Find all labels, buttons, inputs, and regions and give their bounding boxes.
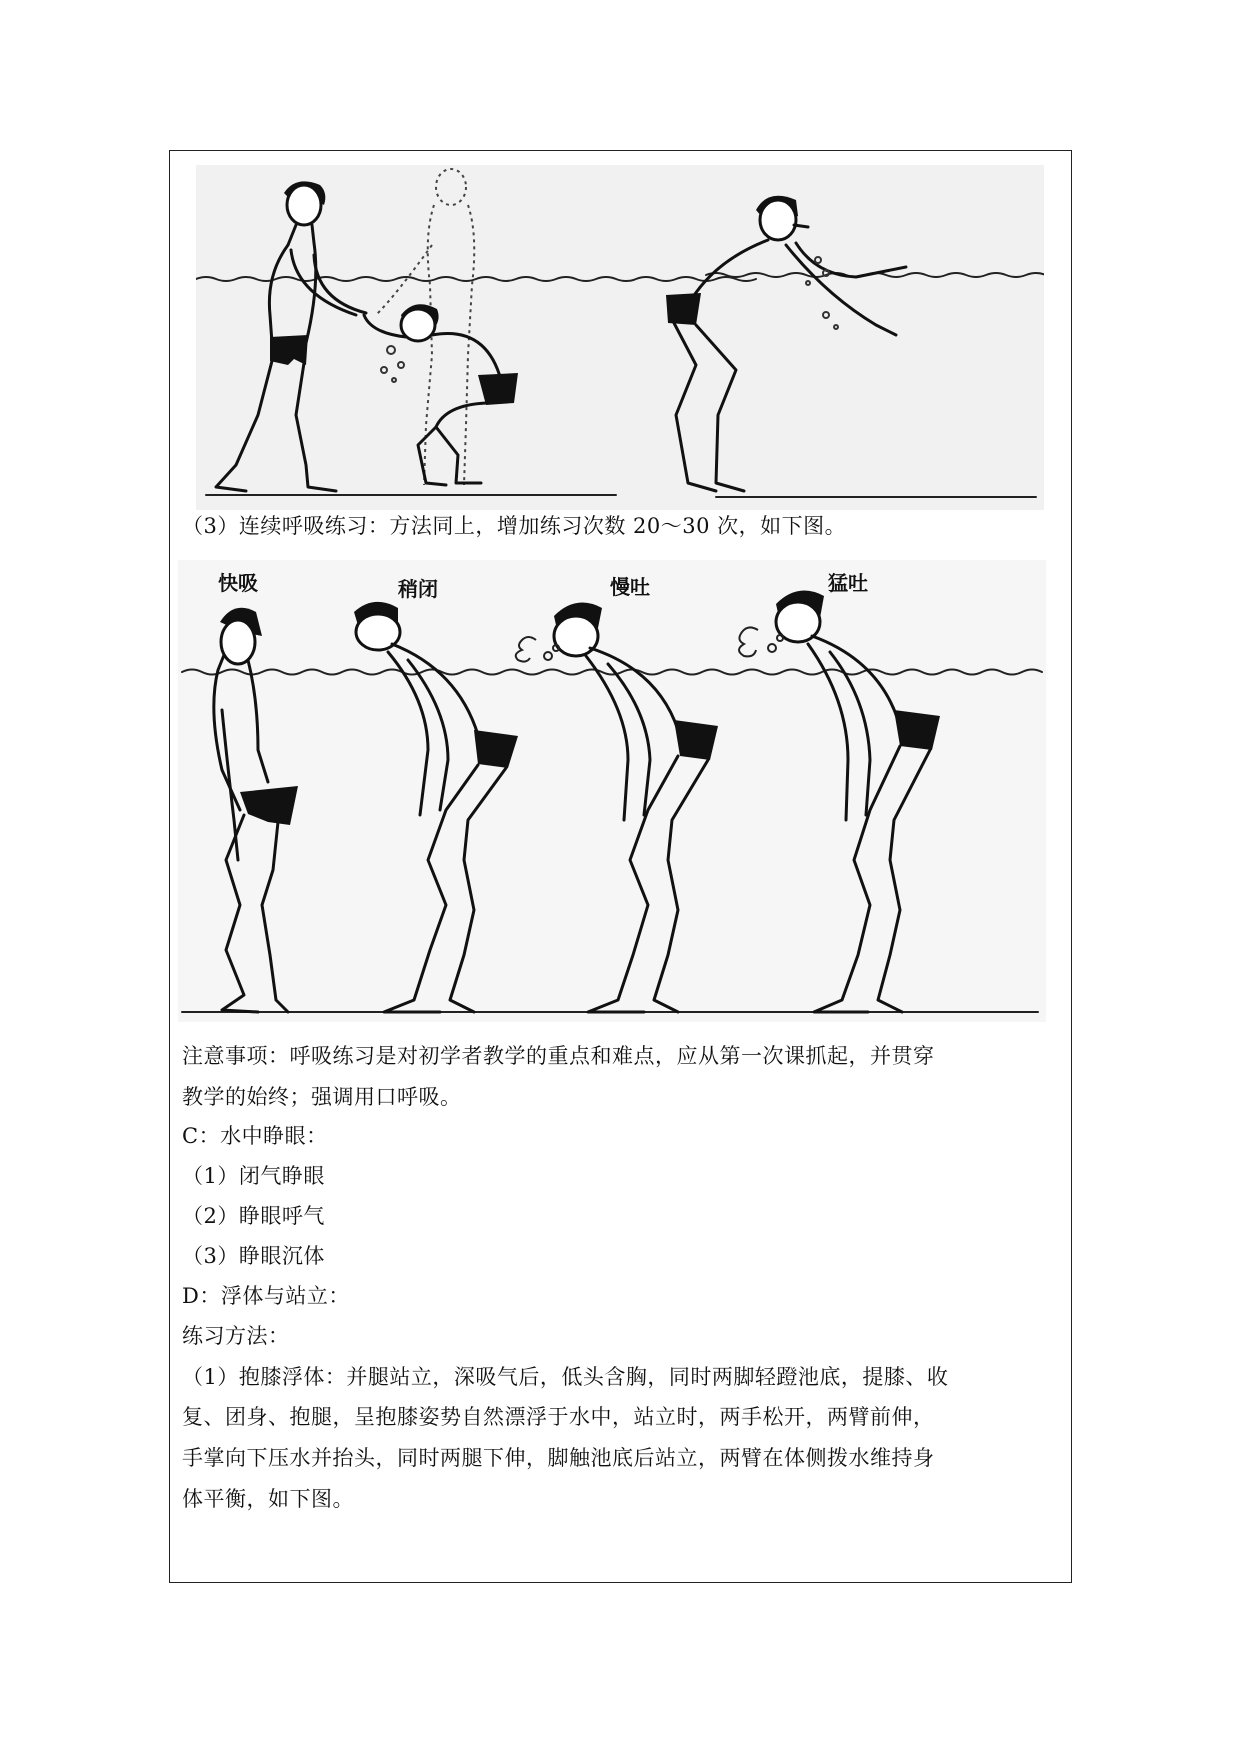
- label-briefly-hold: 稍闭: [398, 577, 438, 601]
- section-d-para-line-3: 手掌向下压水并抬头，同时两腿下伸，脚触池底后站立，两臂在体侧拨水维持身: [182, 1446, 935, 1470]
- label-slow-exhale: 慢吐: [610, 575, 650, 599]
- notes-line-2: 教学的始终；强调用口呼吸。: [182, 1085, 462, 1109]
- figure-breathing-practice: [196, 165, 1044, 510]
- section-d-para-line-1: （1）抱膝浮体：并腿站立，深吸气后，低头含胸，同时两脚轻蹬池底，提膝、收: [182, 1365, 949, 1389]
- section-d-heading: D：浮体与站立：: [182, 1284, 350, 1308]
- label-quick-inhale: 快吸: [218, 571, 258, 595]
- section-c-item-3: （3）睁眼沉体: [182, 1244, 325, 1268]
- scan-texture-2: [178, 560, 1046, 1022]
- label-forceful-exhale: 猛吐: [828, 571, 868, 595]
- section-d-para-line-4: 体平衡，如下图。: [182, 1487, 354, 1511]
- section-c-item-2: （2）睁眼呼气: [182, 1204, 325, 1228]
- figure-breathing-practice-drawing: [196, 165, 1044, 510]
- caption-continuous-breathing: （3）连续呼吸练习：方法同上，增加练习次数 20～30 次，如下图。: [182, 514, 847, 538]
- section-d-method-heading: 练习方法：: [182, 1324, 290, 1348]
- figure-continuous-breathing: [178, 560, 1046, 1022]
- notes-line-1: 注意事项：呼吸练习是对初学者教学的重点和难点，应从第一次课抓起，并贯穿: [182, 1044, 935, 1068]
- figure-continuous-breathing-drawing: [178, 560, 1046, 1022]
- scan-texture: [196, 165, 1044, 510]
- section-c-item-1: （1）闭气睁眼: [182, 1164, 325, 1188]
- section-d-para-line-2: 复、团身、抱腿，呈抱膝姿势自然漂浮于水中，站立时，两手松开，两臂前伸，: [182, 1405, 935, 1429]
- section-c-heading: C：水中睁眼：: [182, 1124, 328, 1148]
